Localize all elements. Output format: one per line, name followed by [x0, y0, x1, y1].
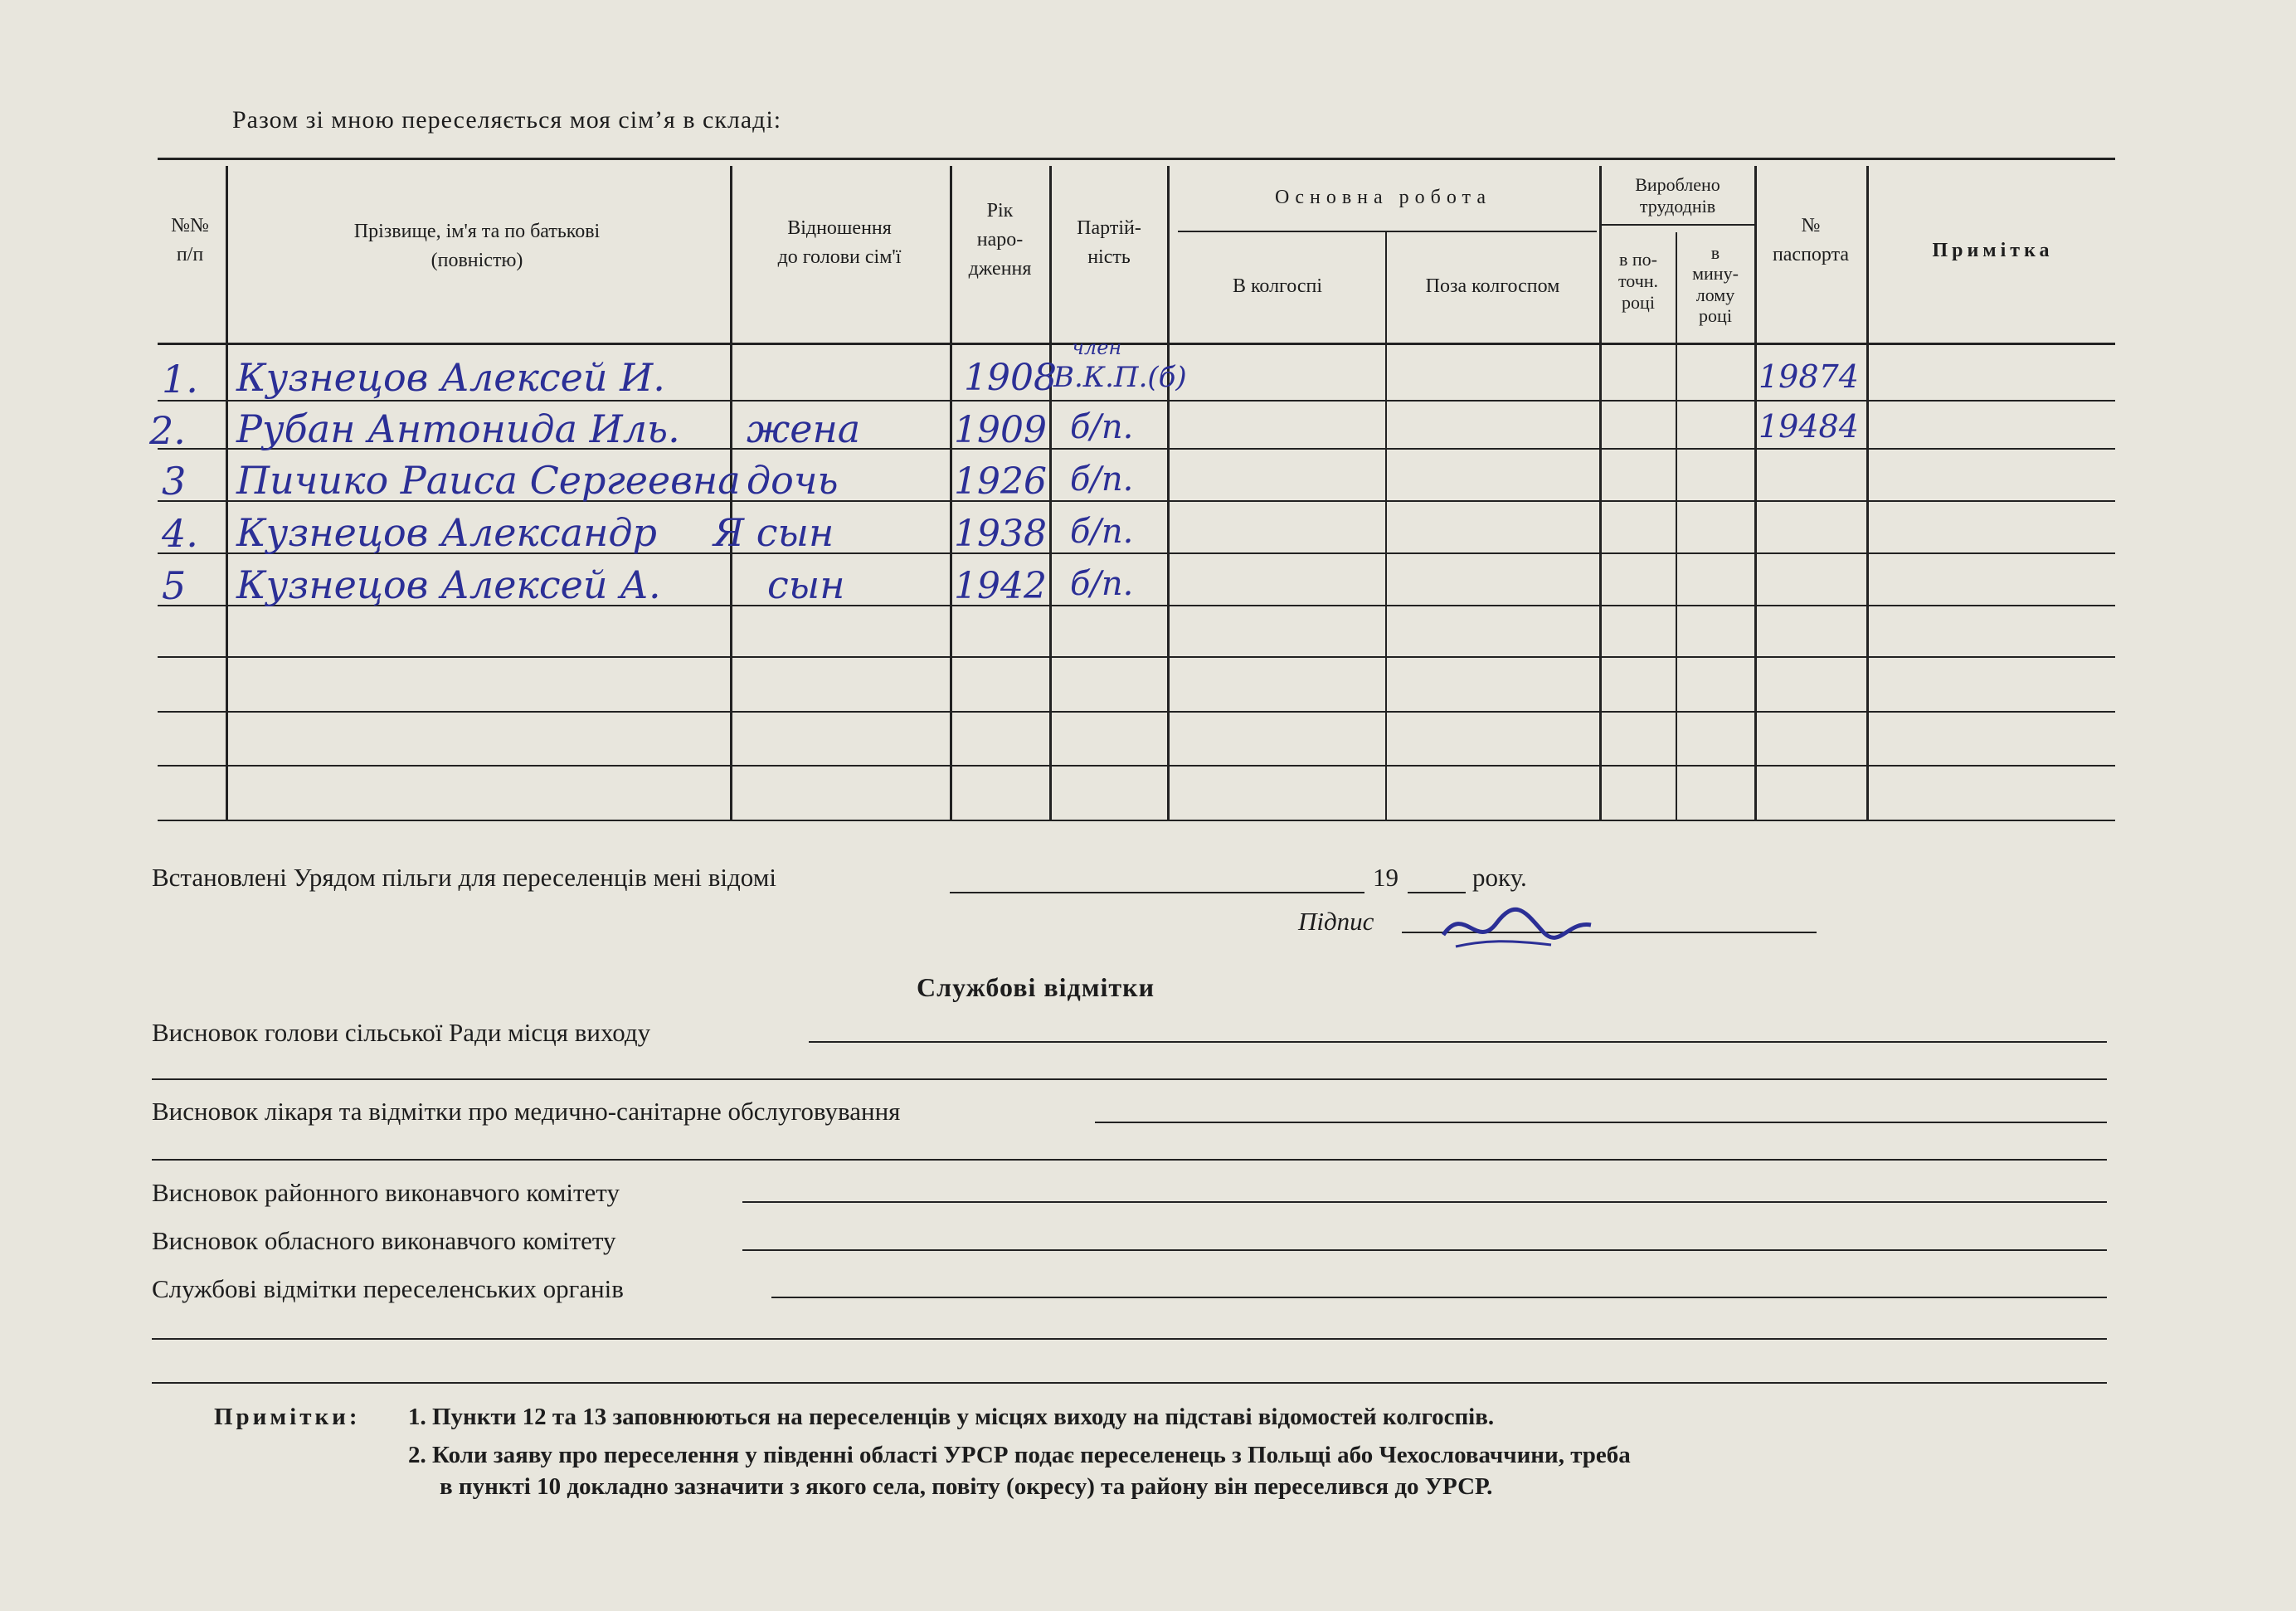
table-vertical-rule	[1866, 166, 1869, 821]
field-line	[771, 1297, 2107, 1298]
row-relation: Я сын	[713, 510, 834, 555]
column-header-passport: № паспорта	[1772, 215, 1850, 265]
table-top-rule	[158, 158, 2115, 160]
row-number: 3	[162, 459, 187, 504]
intro-text: Разом зі мною переселяється моя сім’я в складі:	[232, 106, 782, 134]
row-name: Кузнецов Александр	[236, 510, 657, 555]
field-regional-committee: Висновок обласного виконавчого комітету	[152, 1226, 616, 1255]
column-header-relation: Відношення до голови сім'ї	[777, 217, 902, 268]
row-passport: 19484	[1758, 408, 1859, 445]
column-header-main-work: Основна робота	[1275, 187, 1491, 208]
notes-title: Примітки:	[214, 1404, 361, 1430]
field-line	[1095, 1122, 2107, 1123]
note-1: 1. Пункти 12 та 13 заповнюються на переселенців у місцях виходу на підставі відомостей колгоспів.	[408, 1404, 1495, 1430]
row-party: б/п.	[1070, 408, 1134, 446]
year-line	[1408, 892, 1466, 893]
row-year: 1908	[964, 357, 1057, 399]
row-party-note: член	[1072, 336, 1122, 359]
row-passport: 19874	[1758, 358, 1859, 395]
note-2-line-1: 2. Коли заяву про переселення у південні області УРСР подає переселенець з Польщі або Чехословаччини, треба	[408, 1442, 1631, 1468]
column-header-current-year: в по- точн. році	[1617, 249, 1659, 313]
field-line	[152, 1078, 2107, 1080]
field-resettlement-bodies: Службові відмітки переселенських органів	[152, 1274, 624, 1303]
table-row-rule	[158, 765, 2115, 767]
row-party: б/п.	[1070, 460, 1134, 499]
row-year: 1938	[954, 513, 1047, 555]
year-prefix: 19	[1373, 863, 1399, 892]
header-split-rule	[1178, 231, 1597, 232]
table-bottom-rule	[158, 820, 2115, 821]
column-header-year: Рік наро- дження	[968, 200, 1032, 280]
row-year: 1909	[954, 409, 1047, 451]
row-relation: жена	[747, 406, 861, 451]
field-line	[152, 1159, 2107, 1161]
column-header-party: Партій- ність	[1077, 217, 1141, 268]
service-title: Службові відмітки	[917, 972, 1155, 1002]
field-line	[152, 1338, 2107, 1340]
column-header-in-kolkhoz: В колгоспі	[1232, 275, 1323, 297]
table-header-bottom-rule	[158, 343, 2115, 345]
header-split-rule	[1601, 224, 1754, 226]
row-name: Пичико Раиса Сергеевна	[236, 458, 741, 503]
table-row-rule	[158, 711, 2115, 713]
row-number: 1.	[162, 357, 198, 402]
row-year: 1942	[954, 565, 1047, 607]
benefits-line	[950, 892, 1364, 893]
row-year: 1926	[954, 460, 1047, 503]
field-line	[809, 1041, 2107, 1043]
field-line	[742, 1201, 2107, 1203]
row-number: 2.	[149, 408, 186, 453]
row-name: Рубан Антонида Иль.	[236, 406, 680, 451]
column-header-note: Примітка	[1932, 240, 2054, 261]
row-number: 5	[162, 563, 187, 608]
row-name: Кузнецов Алексей И.	[236, 355, 665, 400]
row-number: 4.	[162, 511, 198, 556]
row-party: б/п.	[1070, 513, 1134, 551]
table-row-rule	[158, 400, 2115, 402]
field-line	[742, 1249, 2107, 1251]
row-name: Кузнецов Алексей А.	[236, 562, 661, 607]
table-vertical-rule	[1385, 232, 1387, 821]
field-district-committee: Висновок районного виконавчого комітету	[152, 1178, 620, 1207]
field-village-council: Висновок голови сільської Ради місця виходу	[152, 1018, 651, 1047]
column-header-workdays: Вироблено трудоднів	[1635, 174, 1720, 217]
row-relation: сын	[767, 562, 845, 607]
row-party: б/п.	[1070, 565, 1134, 603]
year-suffix: року.	[1472, 863, 1527, 892]
benefits-label: Встановлені Урядом пільги для переселенців мені відомі	[152, 863, 776, 892]
column-header-number: №№ п/п	[171, 215, 209, 265]
row-relation: дочь	[747, 458, 839, 503]
column-header-name: Прізвище, ім'я та по батькові (повністю)	[353, 221, 601, 271]
signature-mark	[1427, 900, 1613, 958]
table-vertical-rule	[1167, 166, 1170, 821]
table-row-rule	[158, 656, 2115, 658]
signature-label: Підпис	[1298, 907, 1374, 936]
column-header-past-year: в мину- лому році	[1692, 242, 1739, 326]
field-line	[152, 1382, 2107, 1384]
column-header-outside-kolkhoz: Поза колгоспом	[1425, 275, 1560, 297]
note-2-line-2: в пункті 10 докладно зазначити з якого села, повіту (окресу) та району він переселився до УРСР.	[440, 1473, 1493, 1500]
row-party: В.К.П.(б)	[1053, 361, 1187, 394]
field-doctor: Висновок лікаря та відмітки про медично-санітарне обслуговування	[152, 1097, 901, 1126]
